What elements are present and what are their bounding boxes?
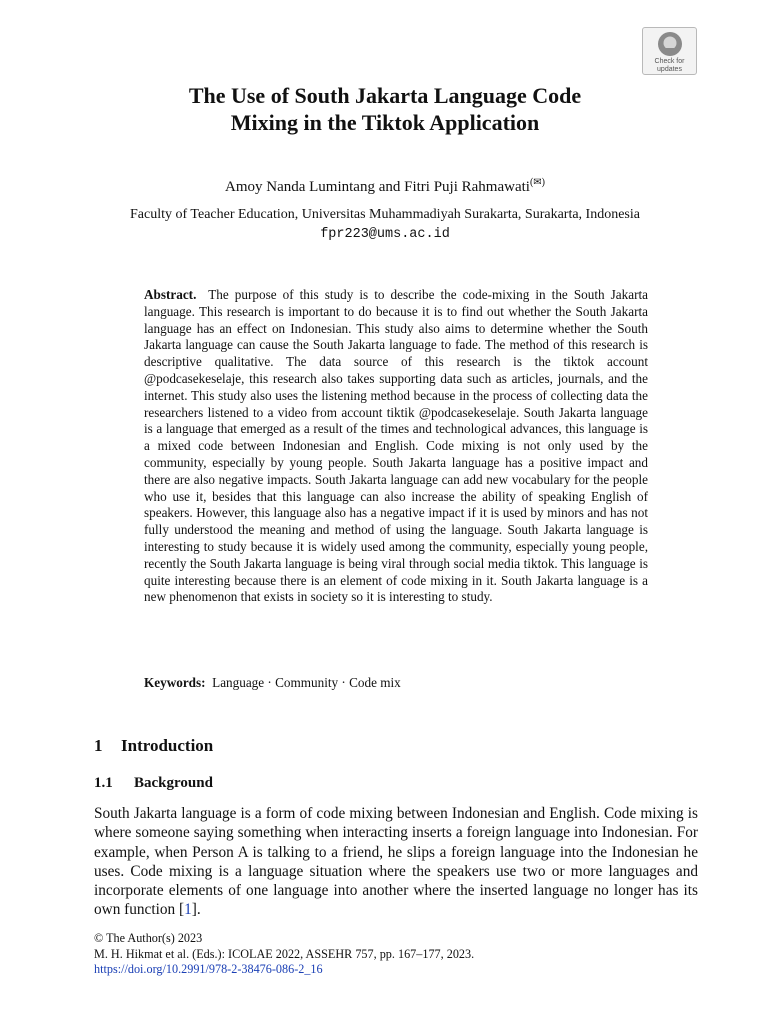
author-list bbox=[90, 173, 680, 197]
section-heading-introduction bbox=[94, 735, 213, 757]
keywords-text: Language · Community · Code mix bbox=[212, 675, 401, 690]
check-for-updates-badge[interactable] bbox=[642, 27, 697, 75]
badge-text-line2: updates bbox=[657, 66, 682, 73]
citation-line: M. H. Hikmat et al. (Eds.): ICOLAE 2022, ASSEHR 757, pp. 167–177, 2023. bbox=[94, 946, 475, 961]
section-title-text: Introduction bbox=[121, 736, 214, 755]
body-paragraph-text: South Jakarta language is a form of code mixing between Indonesian and English. Code mixing is where someone saying something when interacting inserts a foreign language into Indonesian. For example, when Person A is talking to a friend, he slips a foreign language into the Indonesian he uses. Code mixing is a language situation where the speakers use two or more languages and incorporate elements of one language into another where the inserted language no longer has its own function bbox=[94, 805, 698, 919]
corresponding-author-mark: (✉) bbox=[529, 177, 545, 188]
abstract-text: The purpose of this study is to describe the code-mixing in the South Jakarta language. This research is important to do because it is to find out whether the South Jakarta language has an effect on Indonesian. This study also aims to determine whether the South Jakarta language can cause the South Jakarta language to fade. The method of this research is descriptive qualitative. The data source of this research is the tiktok account @podcasekeselaje, this research also takes supporting data such as articles, journals, and the internet. This study also uses the listening method because in the process of collecting data the researchers listened to a video from account tiktik @podcasekeselaje. South Jakarta language is a language that emerged as a result of the times and technological advances, this language is a mixed code between Indonesian and English. Code mixing is not only used by the community, especially by young people. South Jakarta language has a positive impact and there are also negative impacts. South Jakarta language can add new vocabulary for the people who use it, besides that this language can also increase the ability of speaking English of speakers. However, this language also has a negative impact if it is used by minors and has not fully understood the meaning and method of using the language. South Jakarta language is interesting to study because it is widely used among the community, especially young people, recently the South Jakarta language is being viral through social media tiktok. This language is quite interesting because there is an element of code mixing in it. South Jakarta language is a new phenomenon that exists in society so it is interesting to study. bbox=[144, 287, 648, 605]
keywords-label: Keywords: bbox=[144, 675, 206, 690]
copyright-line: © The Author(s) 2023 bbox=[94, 931, 203, 945]
title-line-1: The Use of South Jakarta Language Code bbox=[188, 83, 582, 108]
paper-title bbox=[90, 82, 680, 136]
section-number: 1 bbox=[94, 736, 103, 755]
authors-text: Amoy Nanda Lumintang and Fitri Puji Rahmawati bbox=[224, 179, 530, 195]
doi-link[interactable]: https://doi.org/10.2991/978-2-38476-086-2_16 bbox=[94, 962, 323, 976]
subsection-title-text: Background bbox=[134, 775, 213, 791]
check-for-updates-icon bbox=[657, 31, 683, 57]
subsection-heading-background bbox=[94, 773, 213, 793]
keywords bbox=[144, 674, 648, 691]
page-footer bbox=[94, 931, 694, 978]
badge-text-line1: Check for bbox=[654, 58, 685, 65]
abstract bbox=[144, 287, 648, 606]
citation-close: ]. bbox=[191, 901, 201, 919]
abstract-label: Abstract. bbox=[144, 287, 197, 302]
body-paragraph bbox=[94, 804, 698, 920]
affiliation: Faculty of Teacher Education, Universitas Muhammadiyah Surakarta, Surakarta, Indonesia bbox=[130, 207, 640, 222]
subsection-number: 1.1 bbox=[94, 775, 113, 791]
title-line-2: Mixing in the Tiktok Application bbox=[230, 110, 540, 135]
citation-open: [ bbox=[178, 901, 185, 919]
author-email[interactable]: fpr223@ums.ac.id bbox=[320, 227, 450, 242]
citation-link-1[interactable]: 1 bbox=[184, 901, 192, 919]
